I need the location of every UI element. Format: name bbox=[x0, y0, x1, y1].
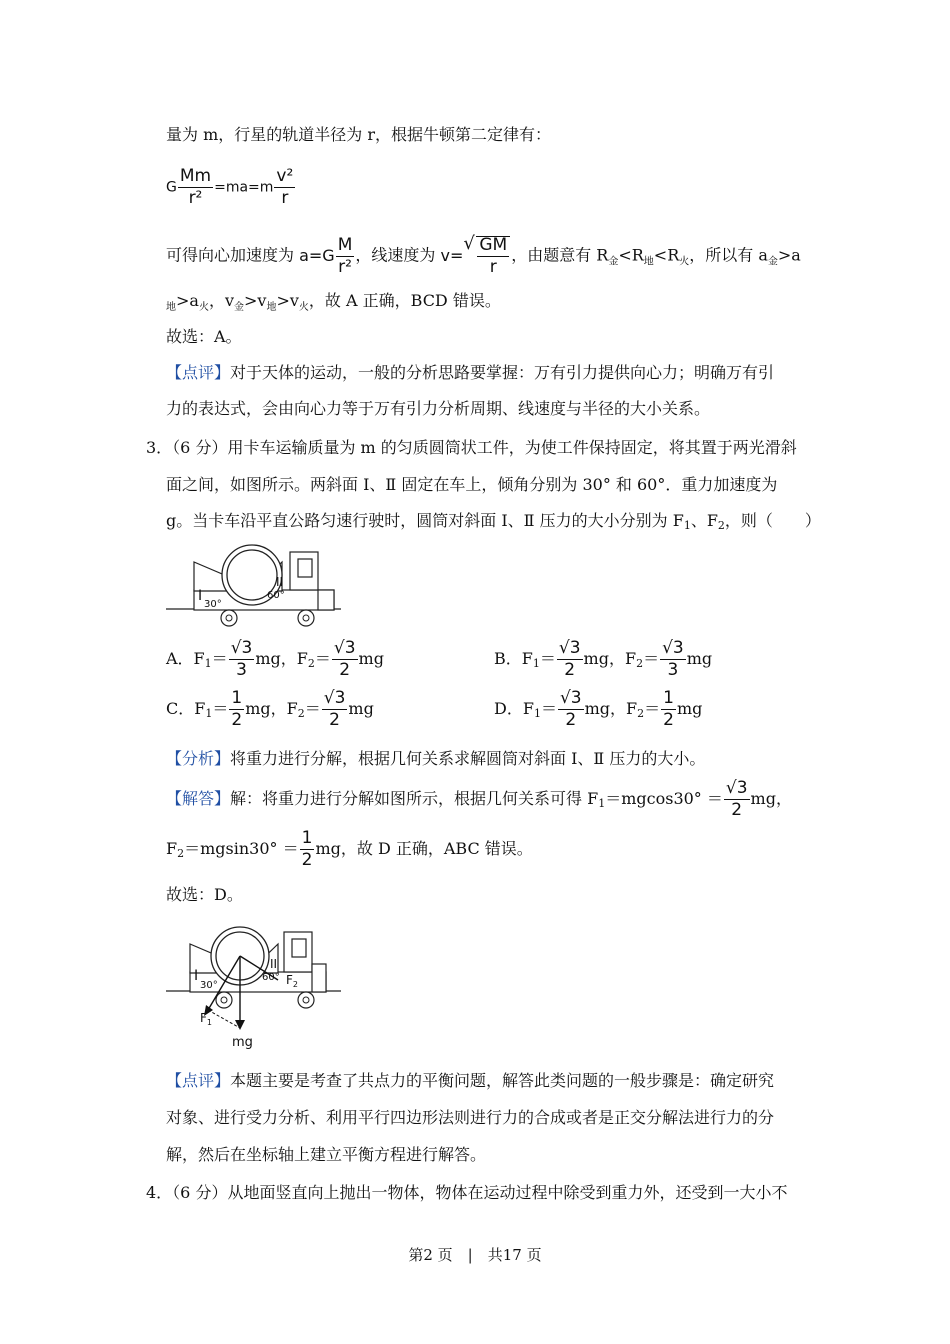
fraction: $\frac{√3}{3}$ bbox=[662, 638, 684, 680]
solution-line1: 【解答】解：将重力进行分解如图所示，根据几何关系可得 F1＝mgcos30° ＝ $\frac{√3}{2}$ mg， bbox=[166, 778, 792, 820]
label-angle-60: 60° bbox=[262, 972, 280, 983]
text-line-4: $_地>a_火$，$v_金>v_地>v_火$，故 A 正确，BCD 错误。 bbox=[166, 291, 501, 313]
question-3-line3: g。当卡车沿平直公路匀速行驶时，圆筒对斜面 Ⅰ、Ⅱ 压力的大小分别为 F1、F2，则（ ） bbox=[166, 511, 821, 532]
question-4-line1: 4．（6 分）从地面竖直向上抛出一物体，物体在运动过程中除受到重力外，还受到一大小不 bbox=[146, 1183, 788, 1202]
formula-accel: a=G $\frac{M}{\text{r²}}$ bbox=[299, 234, 353, 277]
review-q3-line1: 【点评】本题主要是考查了共点力的平衡问题，解答此类问题的一般步骤是：确定研究 bbox=[166, 1071, 775, 1090]
solution-tag: 【解答】 bbox=[166, 789, 231, 808]
label-slope-II: II bbox=[270, 957, 278, 971]
force-diagram-figure bbox=[166, 922, 341, 1050]
option-C: C．F1＝ $\frac{1}{2}$ mg，F2＝ $\frac{√3}{2}$ mg bbox=[166, 688, 374, 730]
sqrt bbox=[463, 236, 511, 276]
label-slope-I: I bbox=[194, 968, 199, 984]
fraction: $\frac{√3}{2}$ bbox=[725, 778, 748, 820]
review-tag: 【点评】 bbox=[166, 363, 231, 382]
analysis-line: 【分析】将重力进行分解，根据几何关系求解圆筒对斜面 Ⅰ、Ⅱ 压力的大小。 bbox=[166, 749, 706, 768]
review-q2-line1: 【点评】对于天体的运动，一般的分析思路要掌握：万有引力提供向心力；明确万有引 bbox=[166, 363, 775, 382]
fraction: $\frac{1}{2}$ bbox=[663, 688, 674, 730]
fraction: $\frac{√3}{2}$ bbox=[558, 638, 581, 680]
label-F2: $F_2$ bbox=[286, 973, 298, 989]
page-footer: 第2 页 | 共17 页 bbox=[408, 1246, 542, 1264]
label-angle-30: 30° bbox=[200, 980, 218, 991]
fraction: $\frac{1}{2}$ bbox=[301, 828, 313, 870]
text-line-accel: 可得向心加速度为 a=G $\frac{M}{\text{r²}}$ ，线速度为 v= √ $\frac{GM}{r}$ ，由题意有 $R_金<R_地<R_火$，所以有 $a_金>a$ bbox=[166, 236, 801, 276]
fraction: √ $\frac{GM}{r}$ bbox=[476, 236, 510, 276]
option-A: A．F1＝ $\frac{√3}{3}$ mg，F2＝ $\frac{√3}{2}$ mg bbox=[166, 638, 384, 680]
fraction: $\frac{√3}{2}$ bbox=[323, 688, 346, 730]
review-q3-line3: 解，然后在坐标轴上建立平衡方程进行解答。 bbox=[166, 1145, 487, 1164]
review-tag: 【点评】 bbox=[166, 1071, 231, 1090]
formula-velocity: v= √ $\frac{GM}{r}$ bbox=[440, 246, 511, 265]
equation-newton: G $\frac{Mm}{\text{r²}}$ =ma=m $\frac{\text{v²}}{r}$ bbox=[166, 166, 294, 208]
label-mg: mg bbox=[232, 1035, 253, 1050]
label-angle-60: 60° bbox=[267, 590, 285, 601]
option-B: B．F1＝ $\frac{√3}{2}$ mg，F2＝ $\frac{√3}{3}$ mg bbox=[494, 638, 713, 680]
fraction: $\frac{M}{\text{r²}}$ bbox=[337, 234, 353, 277]
review-q2-line2: 力的表达式，会由向心力等于万有引力分析周期、线速度与半径的大小关系。 bbox=[166, 399, 711, 418]
question-3-line2: 面之间，如图所示。两斜面 Ⅰ、Ⅱ 固定在车上，倾角分别为 30° 和 60°．重力加速度为 bbox=[166, 475, 778, 494]
text-line-1: 量为 m，行星的轨道半径为 r，根据牛顿第二定律有： bbox=[166, 125, 551, 144]
fraction: $\frac{\text{v²}}{r}$ bbox=[276, 166, 294, 208]
answer-q3: 故选：D。 bbox=[166, 885, 243, 904]
fraction: $\frac{√3}{2}$ bbox=[559, 688, 582, 730]
fraction: $\frac{√3}{3}$ bbox=[230, 638, 253, 680]
solution-line2: F2＝mgsin30° ＝ $\frac{1}{2}$ mg，故 D 正确，ABC 错误。 bbox=[166, 828, 533, 870]
fraction: $\frac{√3}{2}$ bbox=[333, 638, 356, 680]
fraction: $\frac{Mm}{\text{r²}}$ bbox=[179, 166, 212, 208]
fraction: $\frac{1}{2}$ bbox=[231, 688, 243, 730]
label-angle-30: 30° bbox=[204, 599, 222, 610]
label-slope-I: I bbox=[198, 588, 203, 604]
truck-figure bbox=[166, 542, 341, 632]
question-3-line1: 3．（6 分）用卡车运输质量为 m 的匀质圆筒状工件，为使工件保持固定，将其置于两光滑斜 bbox=[146, 438, 797, 457]
label-F1: $F_1$ bbox=[200, 1011, 212, 1027]
analysis-tag: 【分析】 bbox=[166, 749, 231, 768]
option-D: D．F1＝ $\frac{√3}{2}$ mg，F2＝ $\frac{1}{2}$ mg bbox=[494, 688, 703, 730]
answer-q2: 故选：A。 bbox=[166, 327, 242, 346]
label-slope-II: II bbox=[276, 575, 284, 589]
review-q3-line2: 对象、进行受力分析、利用平行四边形法则进行力的合成或者是正交分解法进行力的分 bbox=[166, 1108, 775, 1127]
